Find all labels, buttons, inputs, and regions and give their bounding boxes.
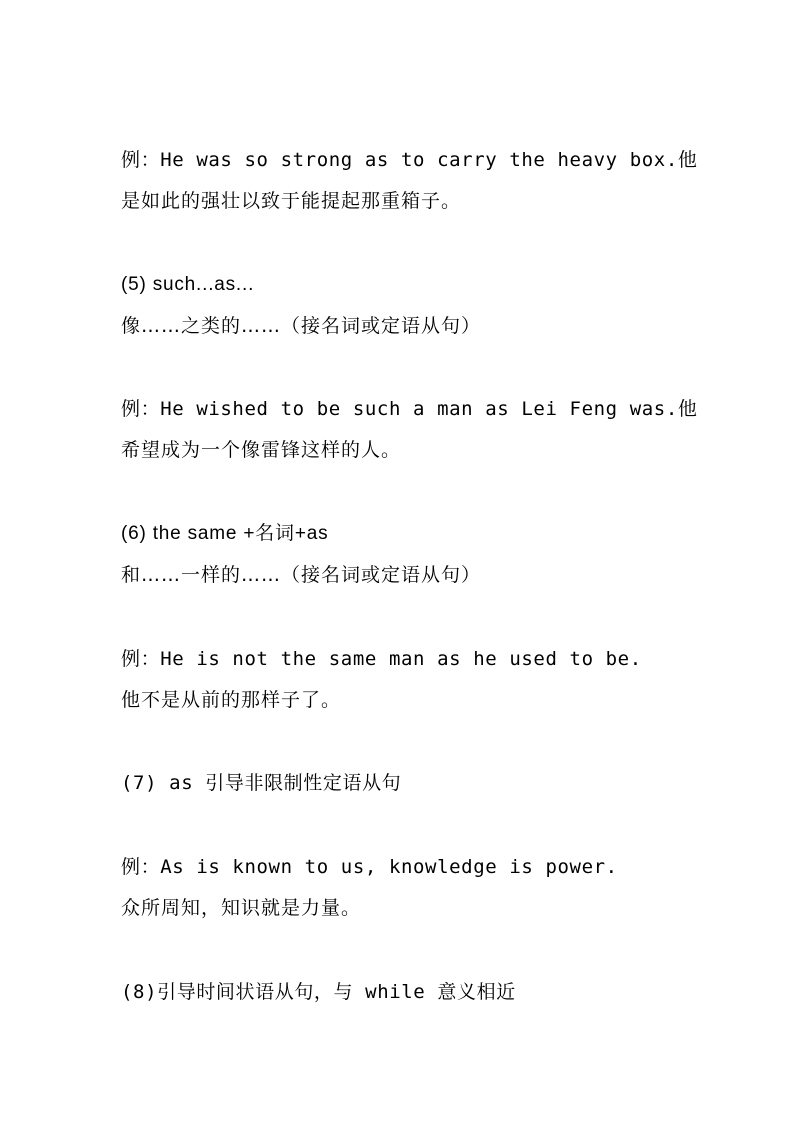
usage-note-the-same-as: 和……一样的……（接名词或定语从句）	[121, 564, 482, 586]
heading-as-nonrestrictive-clause: (7) as 引导非限制性定语从句	[121, 772, 402, 794]
example-line-as-is-known-english: 例：As is known to us, knowledge is power.	[121, 856, 618, 878]
example-line-same-as-translation: 他不是从前的那样子了。	[121, 689, 342, 711]
usage-note-such-as: 像……之类的……（接名词或定语从句）	[121, 315, 482, 337]
heading-the-same-as: (6) the same +名词+as	[121, 523, 329, 544]
example-line-such-as-english: 例：He wished to be such a man as Lei Feng was.他	[121, 398, 698, 420]
example-line-so-as-english: 例：He was so strong as to carry the heavy box.他	[121, 149, 698, 171]
example-line-so-as-translation: 是如此的强壮以致于能提起那重箱子。	[121, 190, 462, 212]
heading-time-adverbial-clause: (8)引导时间状语从句，与 while 意义相近	[121, 981, 516, 1003]
example-line-as-is-known-translation: 众所周知，知识就是力量。	[121, 897, 362, 919]
heading-such-as: (5) such...as...	[121, 274, 255, 295]
example-line-such-as-translation: 希望成为一个像雷锋这样的人。	[121, 439, 402, 461]
example-line-same-as-english: 例：He is not the same man as he used to be.	[121, 648, 642, 670]
